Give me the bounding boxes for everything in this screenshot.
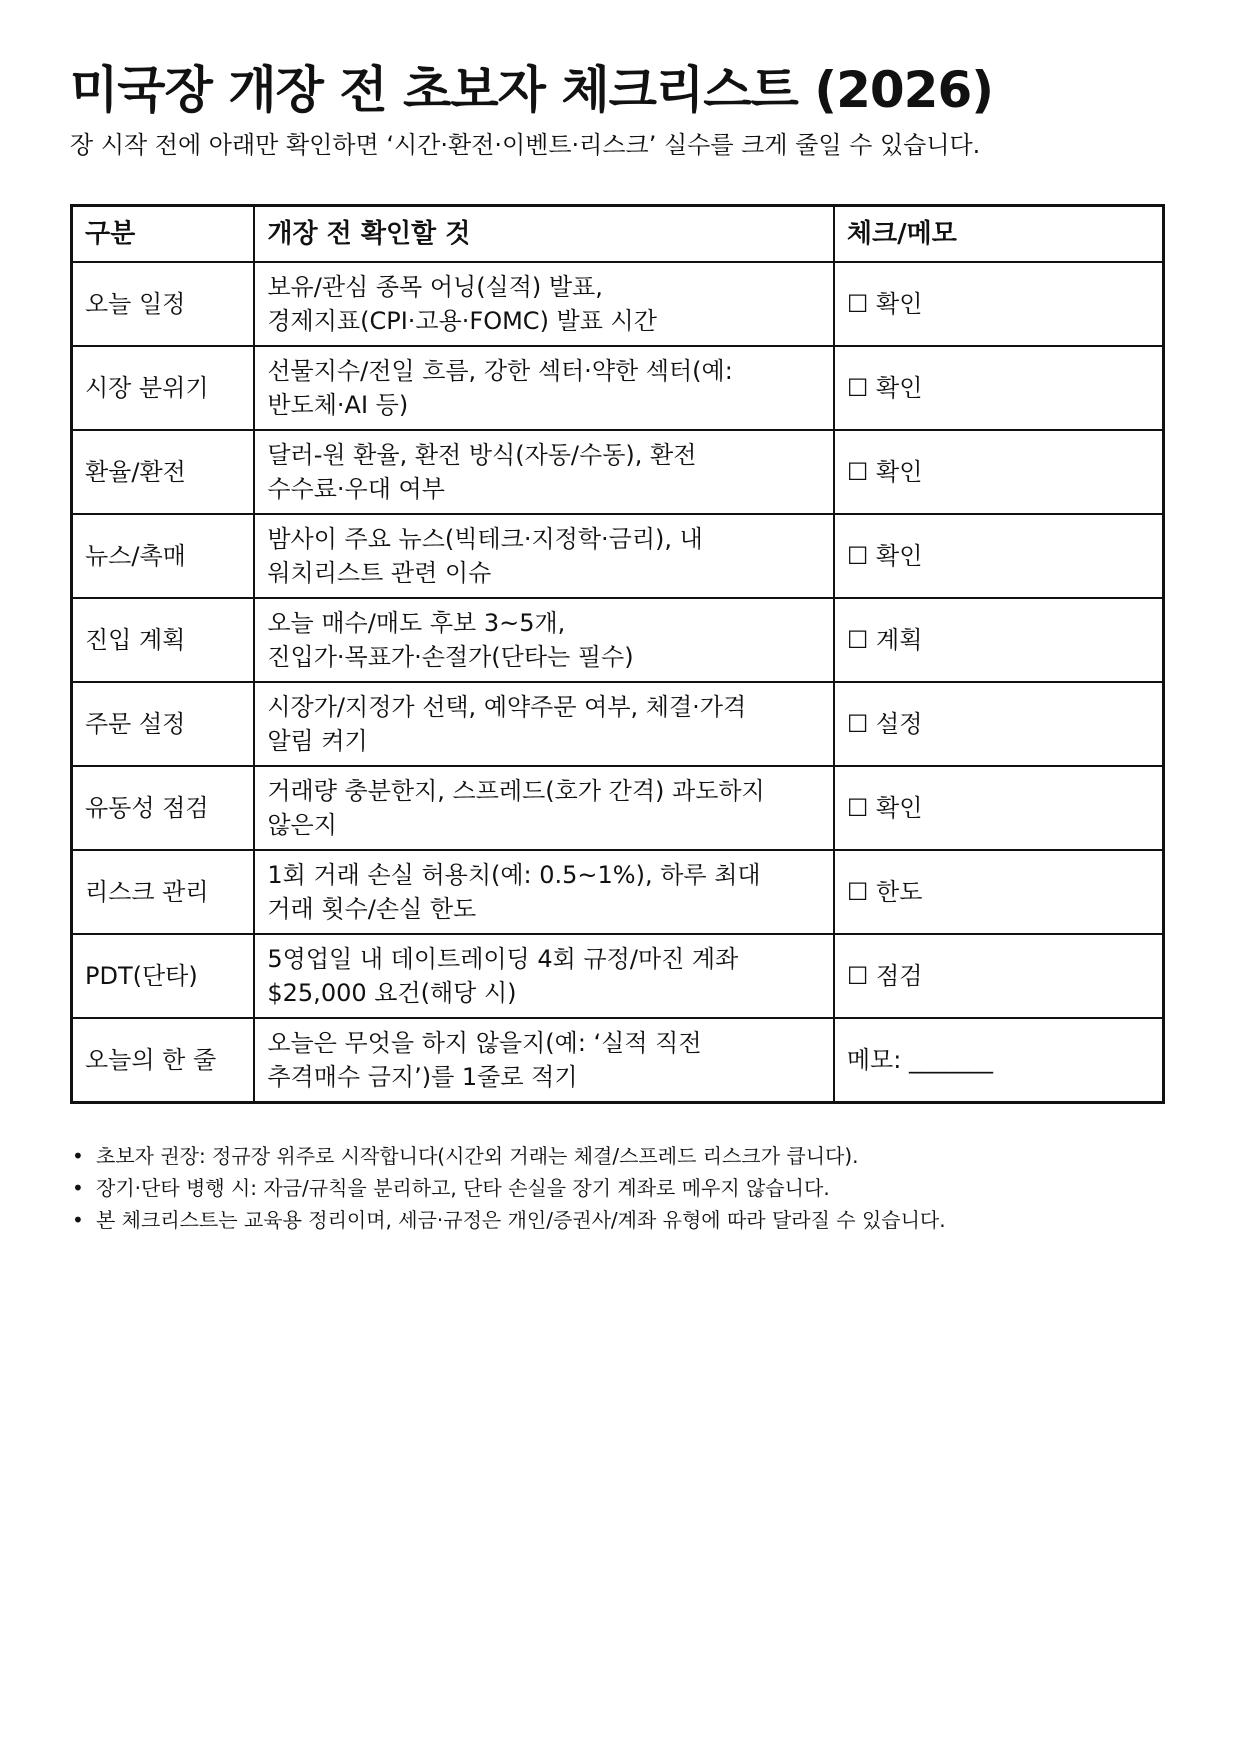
row-item <box>254 346 833 430</box>
row-memo: 메모: _______ <box>834 1018 1164 1103</box>
row-item-line2: $25,000 요건(해당 시) <box>267 979 517 1007</box>
row-category: 오늘 일정 <box>72 262 255 346</box>
row-item-line2: 추격매수 금지’)를 1줄로 적기 <box>267 1063 578 1091</box>
row-item <box>254 850 833 934</box>
row-item <box>254 598 833 682</box>
checklist-table <box>70 204 1165 1104</box>
row-category: 주문 설정 <box>72 682 255 766</box>
row-item-line1: 밤사이 주요 뉴스(빅테크·지정학·금리), 내 <box>267 525 703 553</box>
row-category: PDT(단타) <box>72 934 255 1018</box>
page-title: 미국장 개장 전 초보자 체크리스트 (2026) <box>70 61 994 119</box>
table-row <box>72 766 1164 850</box>
table-row <box>72 430 1164 514</box>
row-check: ☐ 확인 <box>834 766 1164 850</box>
note-item <box>72 1204 1172 1236</box>
note-item <box>72 1172 1172 1204</box>
table-row <box>72 850 1164 934</box>
bullet-icon: • <box>72 1208 84 1232</box>
row-item-line1: 달러-원 환율, 환전 방식(자동/수동), 환전 <box>267 441 697 469</box>
table-row <box>72 514 1164 598</box>
row-item-line2: 거래 횟수/손실 한도 <box>267 895 477 923</box>
row-item <box>254 514 833 598</box>
header-category: 구분 <box>72 206 255 263</box>
note-text: 장기·단타 병행 시: 자금/규칙을 분리하고, 단타 손실을 장기 계좌로 메우지 않습니다. <box>96 1176 830 1200</box>
row-item-line2: 반도체·AI 등) <box>267 391 409 419</box>
row-item-line2: 진입가·목표가·손절가(단타는 필수) <box>267 643 634 671</box>
row-item-line1: 시장가/지정가 선택, 예약주문 여부, 체결·가격 <box>267 693 747 721</box>
row-item-line2: 경제지표(CPI·고용·FOMC) 발표 시간 <box>267 307 657 335</box>
row-check: ☐ 계획 <box>834 598 1164 682</box>
row-item-line1: 1회 거래 손실 허용치(예: 0.5~1%), 하루 최대 <box>267 861 761 889</box>
row-category: 뉴스/촉매 <box>72 514 255 598</box>
row-item-line1: 선물지수/전일 흐름, 강한 섹터·약한 섹터(예: <box>267 357 733 385</box>
row-check: ☐ 한도 <box>834 850 1164 934</box>
row-item-line2: 워치리스트 관련 이슈 <box>267 559 492 587</box>
row-item <box>254 430 833 514</box>
row-check: ☐ 점검 <box>834 934 1164 1018</box>
page-subtitle: 장 시작 전에 아래만 확인하면 ‘시간·환전·이벤트·리스크’ 실수를 크게 줄일 수 있습니다. <box>70 131 981 159</box>
row-item <box>254 934 833 1018</box>
row-check: ☐ 확인 <box>834 262 1164 346</box>
table-row <box>72 346 1164 430</box>
row-category: 리스크 관리 <box>72 850 255 934</box>
row-item-line1: 오늘 매수/매도 후보 3~5개, <box>267 609 566 637</box>
bullet-icon: • <box>72 1176 84 1200</box>
note-item <box>72 1140 1172 1172</box>
table-header-row <box>72 206 1164 263</box>
row-item-line2: 알림 켜기 <box>267 727 368 755</box>
row-item-line1: 5영업일 내 데이트레이딩 4회 규정/마진 계좌 <box>267 945 739 973</box>
table-row <box>72 598 1164 682</box>
row-item <box>254 262 833 346</box>
bullet-icon: • <box>72 1144 84 1168</box>
row-item-line2: 않은지 <box>267 811 337 839</box>
row-category: 환율/환전 <box>72 430 255 514</box>
header-check: 체크/메모 <box>834 206 1164 263</box>
row-item <box>254 766 833 850</box>
header-item: 개장 전 확인할 것 <box>254 206 833 263</box>
row-item-line1: 보유/관심 종목 어닝(실적) 발표, <box>267 273 603 301</box>
row-check: ☐ 설정 <box>834 682 1164 766</box>
row-item-line2: 수수료·우대 여부 <box>267 475 445 503</box>
row-category: 오늘의 한 줄 <box>72 1018 255 1103</box>
row-check: ☐ 확인 <box>834 346 1164 430</box>
table-row <box>72 262 1164 346</box>
table-row <box>72 1018 1164 1103</box>
table-row <box>72 682 1164 766</box>
row-item-line1: 오늘은 무엇을 하지 않을지(예: ‘실적 직전 <box>267 1029 702 1057</box>
table-row <box>72 934 1164 1018</box>
row-item <box>254 1018 833 1103</box>
row-item-line1: 거래량 충분한지, 스프레드(호가 간격) 과도하지 <box>267 777 765 805</box>
notes-list <box>72 1140 1172 1236</box>
row-category: 진입 계획 <box>72 598 255 682</box>
row-category: 유동성 점검 <box>72 766 255 850</box>
row-check: ☐ 확인 <box>834 514 1164 598</box>
row-check: ☐ 확인 <box>834 430 1164 514</box>
row-item <box>254 682 833 766</box>
note-text: 본 체크리스트는 교육용 정리이며, 세금·규정은 개인/증권사/계좌 유형에 따라 달라질 수 있습니다. <box>96 1208 946 1232</box>
note-text: 초보자 권장: 정규장 위주로 시작합니다(시간외 거래는 체결/스프레드 리스크가 큽니다). <box>96 1144 859 1168</box>
row-category: 시장 분위기 <box>72 346 255 430</box>
